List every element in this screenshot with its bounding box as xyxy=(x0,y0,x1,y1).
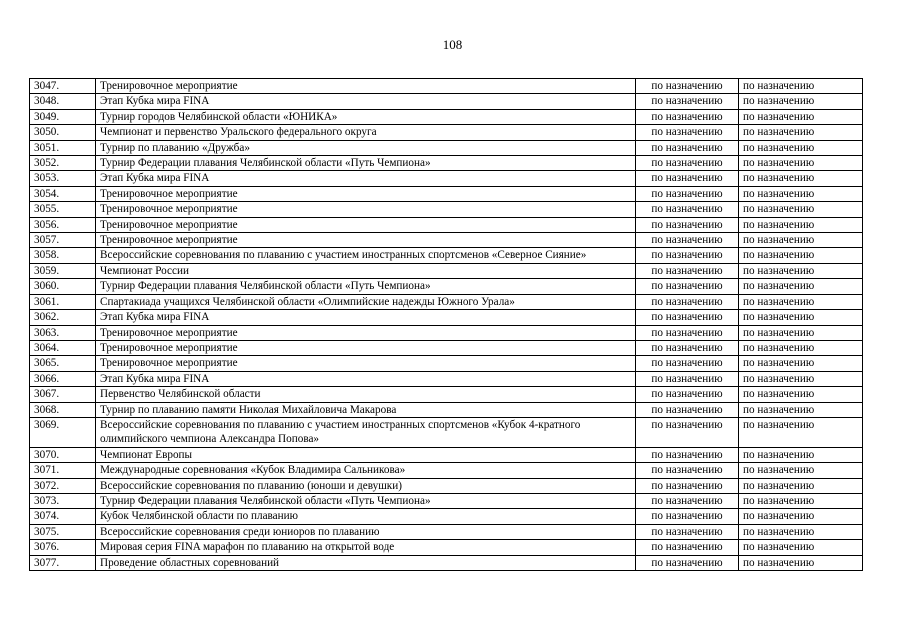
assignment-cell-2: по назначению xyxy=(739,493,863,508)
row-number-cell: 3068. xyxy=(30,402,96,417)
assignment-cell-2: по назначению xyxy=(739,109,863,124)
assignment-cell-2: по назначению xyxy=(739,509,863,524)
table-row xyxy=(30,540,863,555)
assignment-cell-1: по назначению xyxy=(636,509,739,524)
assignment-cell-1: по назначению xyxy=(636,387,739,402)
row-number-cell: 3072. xyxy=(30,478,96,493)
table-row xyxy=(30,555,863,570)
assignment-cell-1: по назначению xyxy=(636,325,739,340)
assignment-cell-1: по назначению xyxy=(636,140,739,155)
table-row xyxy=(30,94,863,109)
row-number-cell: 3069. xyxy=(30,417,96,447)
assignment-cell-2: по назначению xyxy=(739,524,863,539)
row-number-cell: 3047. xyxy=(30,79,96,94)
assignment-cell-1: по назначению xyxy=(636,263,739,278)
events-table xyxy=(29,78,863,571)
assignment-cell-1: по назначению xyxy=(636,233,739,248)
assignment-cell-2: по назначению xyxy=(739,540,863,555)
assignment-cell-1: по назначению xyxy=(636,417,739,447)
event-name-cell: Турнир по плаванию «Дружба» xyxy=(96,140,636,155)
row-number-cell: 3058. xyxy=(30,248,96,263)
table-body xyxy=(30,79,863,571)
table-row xyxy=(30,417,863,447)
assignment-cell-1: по назначению xyxy=(636,171,739,186)
event-name-cell: Турнир Федерации плавания Челябинской области «Путь Чемпиона» xyxy=(96,493,636,508)
table-row xyxy=(30,125,863,140)
table-row xyxy=(30,478,863,493)
table-row xyxy=(30,248,863,263)
row-number-cell: 3052. xyxy=(30,156,96,171)
table-row xyxy=(30,402,863,417)
row-number-cell: 3071. xyxy=(30,463,96,478)
table-row xyxy=(30,171,863,186)
event-name-cell: Первенство Челябинской области xyxy=(96,387,636,402)
assignment-cell-1: по назначению xyxy=(636,156,739,171)
assignment-cell-1: по назначению xyxy=(636,202,739,217)
table-row xyxy=(30,186,863,201)
assignment-cell-2: по назначению xyxy=(739,478,863,493)
table-row xyxy=(30,263,863,278)
table-row xyxy=(30,233,863,248)
table-row xyxy=(30,509,863,524)
assignment-cell-1: по назначению xyxy=(636,524,739,539)
event-name-cell: Тренировочное мероприятие xyxy=(96,233,636,248)
assignment-cell-1: по назначению xyxy=(636,310,739,325)
assignment-cell-1: по назначению xyxy=(636,125,739,140)
assignment-cell-2: по назначению xyxy=(739,217,863,232)
assignment-cell-1: по назначению xyxy=(636,478,739,493)
row-number-cell: 3070. xyxy=(30,447,96,462)
table-row xyxy=(30,356,863,371)
event-name-cell: Проведение областных соревнований xyxy=(96,555,636,570)
assignment-cell-1: по назначению xyxy=(636,94,739,109)
row-number-cell: 3050. xyxy=(30,125,96,140)
assignment-cell-2: по назначению xyxy=(739,340,863,355)
row-number-cell: 3055. xyxy=(30,202,96,217)
row-number-cell: 3051. xyxy=(30,140,96,155)
table-row xyxy=(30,156,863,171)
event-name-cell: Этап Кубка мира FINA xyxy=(96,310,636,325)
table-row xyxy=(30,109,863,124)
table-row xyxy=(30,387,863,402)
assignment-cell-1: по назначению xyxy=(636,279,739,294)
event-name-cell: Турнир по плаванию памяти Николая Михайловича Макарова xyxy=(96,402,636,417)
assignment-cell-2: по назначению xyxy=(739,125,863,140)
row-number-cell: 3062. xyxy=(30,310,96,325)
event-name-cell: Тренировочное мероприятие xyxy=(96,217,636,232)
assignment-cell-2: по назначению xyxy=(739,94,863,109)
event-name-cell: Всероссийские соревнования по плаванию с участием иностранных спортсменов «Кубок 4-кратного олимпийского чемпиона Александра Попова» xyxy=(96,417,636,447)
assignment-cell-2: по назначению xyxy=(739,294,863,309)
assignment-cell-1: по назначению xyxy=(636,217,739,232)
event-name-cell: Всероссийские соревнования по плаванию (юноши и девушки) xyxy=(96,478,636,493)
event-name-cell: Турнир городов Челябинской области «ЮНИКА» xyxy=(96,109,636,124)
row-number-cell: 3060. xyxy=(30,279,96,294)
assignment-cell-1: по назначению xyxy=(636,447,739,462)
assignment-cell-2: по назначению xyxy=(739,186,863,201)
event-name-cell: Тренировочное мероприятие xyxy=(96,186,636,201)
row-number-cell: 3065. xyxy=(30,356,96,371)
assignment-cell-1: по назначению xyxy=(636,371,739,386)
assignment-cell-2: по назначению xyxy=(739,279,863,294)
table-row xyxy=(30,294,863,309)
table-row xyxy=(30,79,863,94)
assignment-cell-1: по назначению xyxy=(636,540,739,555)
assignment-cell-2: по назначению xyxy=(739,417,863,447)
row-number-cell: 3075. xyxy=(30,524,96,539)
row-number-cell: 3073. xyxy=(30,493,96,508)
assignment-cell-1: по назначению xyxy=(636,493,739,508)
assignment-cell-1: по назначению xyxy=(636,555,739,570)
assignment-cell-2: по назначению xyxy=(739,156,863,171)
page-number: 108 xyxy=(442,37,463,52)
assignment-cell-2: по назначению xyxy=(739,140,863,155)
row-number-cell: 3048. xyxy=(30,94,96,109)
event-name-cell: Кубок Челябинской области по плаванию xyxy=(96,509,636,524)
event-name-cell: Чемпионат России xyxy=(96,263,636,278)
event-name-cell: Этап Кубка мира FINA xyxy=(96,171,636,186)
row-number-cell: 3074. xyxy=(30,509,96,524)
row-number-cell: 3057. xyxy=(30,233,96,248)
table-row xyxy=(30,447,863,462)
assignment-cell-1: по назначению xyxy=(636,109,739,124)
row-number-cell: 3049. xyxy=(30,109,96,124)
assignment-cell-2: по назначению xyxy=(739,310,863,325)
row-number-cell: 3054. xyxy=(30,186,96,201)
event-name-cell: Этап Кубка мира FINA xyxy=(96,94,636,109)
row-number-cell: 3063. xyxy=(30,325,96,340)
event-name-cell: Международные соревнования «Кубок Владимира Сальникова» xyxy=(96,463,636,478)
table-row xyxy=(30,279,863,294)
table-row xyxy=(30,217,863,232)
row-number-cell: 3076. xyxy=(30,540,96,555)
event-name-cell: Всероссийские соревнования по плаванию с участием иностранных спортсменов «Северное Сияние» xyxy=(96,248,636,263)
assignment-cell-2: по назначению xyxy=(739,371,863,386)
assignment-cell-1: по назначению xyxy=(636,248,739,263)
event-name-cell: Турнир Федерации плавания Челябинской области «Путь Чемпиона» xyxy=(96,279,636,294)
event-name-cell: Тренировочное мероприятие xyxy=(96,325,636,340)
assignment-cell-1: по назначению xyxy=(636,356,739,371)
event-name-cell: Этап Кубка мира FINA xyxy=(96,371,636,386)
event-name-cell: Тренировочное мероприятие xyxy=(96,340,636,355)
table-row xyxy=(30,310,863,325)
assignment-cell-1: по назначению xyxy=(636,340,739,355)
assignment-cell-1: по назначению xyxy=(636,79,739,94)
assignment-cell-2: по назначению xyxy=(739,447,863,462)
assignment-cell-1: по назначению xyxy=(636,402,739,417)
assignment-cell-1: по назначению xyxy=(636,294,739,309)
table-row xyxy=(30,340,863,355)
assignment-cell-2: по назначению xyxy=(739,463,863,478)
row-number-cell: 3053. xyxy=(30,171,96,186)
event-name-cell: Спартакиада учащихся Челябинской области «Олимпийские надежды Южного Урала» xyxy=(96,294,636,309)
table-row xyxy=(30,493,863,508)
row-number-cell: 3056. xyxy=(30,217,96,232)
event-name-cell: Тренировочное мероприятие xyxy=(96,79,636,94)
table-row xyxy=(30,325,863,340)
assignment-cell-2: по назначению xyxy=(739,202,863,217)
assignment-cell-1: по назначению xyxy=(636,463,739,478)
assignment-cell-2: по назначению xyxy=(739,387,863,402)
row-number-cell: 3066. xyxy=(30,371,96,386)
table-row xyxy=(30,463,863,478)
assignment-cell-2: по назначению xyxy=(739,171,863,186)
event-name-cell: Чемпионат Европы xyxy=(96,447,636,462)
assignment-cell-1: по назначению xyxy=(636,186,739,201)
assignment-cell-2: по назначению xyxy=(739,402,863,417)
event-name-cell: Тренировочное мероприятие xyxy=(96,202,636,217)
event-name-cell: Всероссийские соревнования среди юниоров по плаванию xyxy=(96,524,636,539)
event-name-cell: Чемпионат и первенство Уральского федерального округа xyxy=(96,125,636,140)
assignment-cell-2: по назначению xyxy=(739,325,863,340)
event-name-cell: Турнир Федерации плавания Челябинской области «Путь Чемпиона» xyxy=(96,156,636,171)
row-number-cell: 3059. xyxy=(30,263,96,278)
table-row xyxy=(30,140,863,155)
table-row xyxy=(30,202,863,217)
assignment-cell-2: по назначению xyxy=(739,79,863,94)
row-number-cell: 3067. xyxy=(30,387,96,402)
event-name-cell: Тренировочное мероприятие xyxy=(96,356,636,371)
assignment-cell-2: по назначению xyxy=(739,555,863,570)
row-number-cell: 3077. xyxy=(30,555,96,570)
row-number-cell: 3061. xyxy=(30,294,96,309)
assignment-cell-2: по назначению xyxy=(739,356,863,371)
assignment-cell-2: по назначению xyxy=(739,263,863,278)
table-row xyxy=(30,524,863,539)
event-name-cell: Мировая серия FINA марафон по плаванию на открытой воде xyxy=(96,540,636,555)
assignment-cell-2: по назначению xyxy=(739,248,863,263)
assignment-cell-2: по назначению xyxy=(739,233,863,248)
table-row xyxy=(30,371,863,386)
row-number-cell: 3064. xyxy=(30,340,96,355)
